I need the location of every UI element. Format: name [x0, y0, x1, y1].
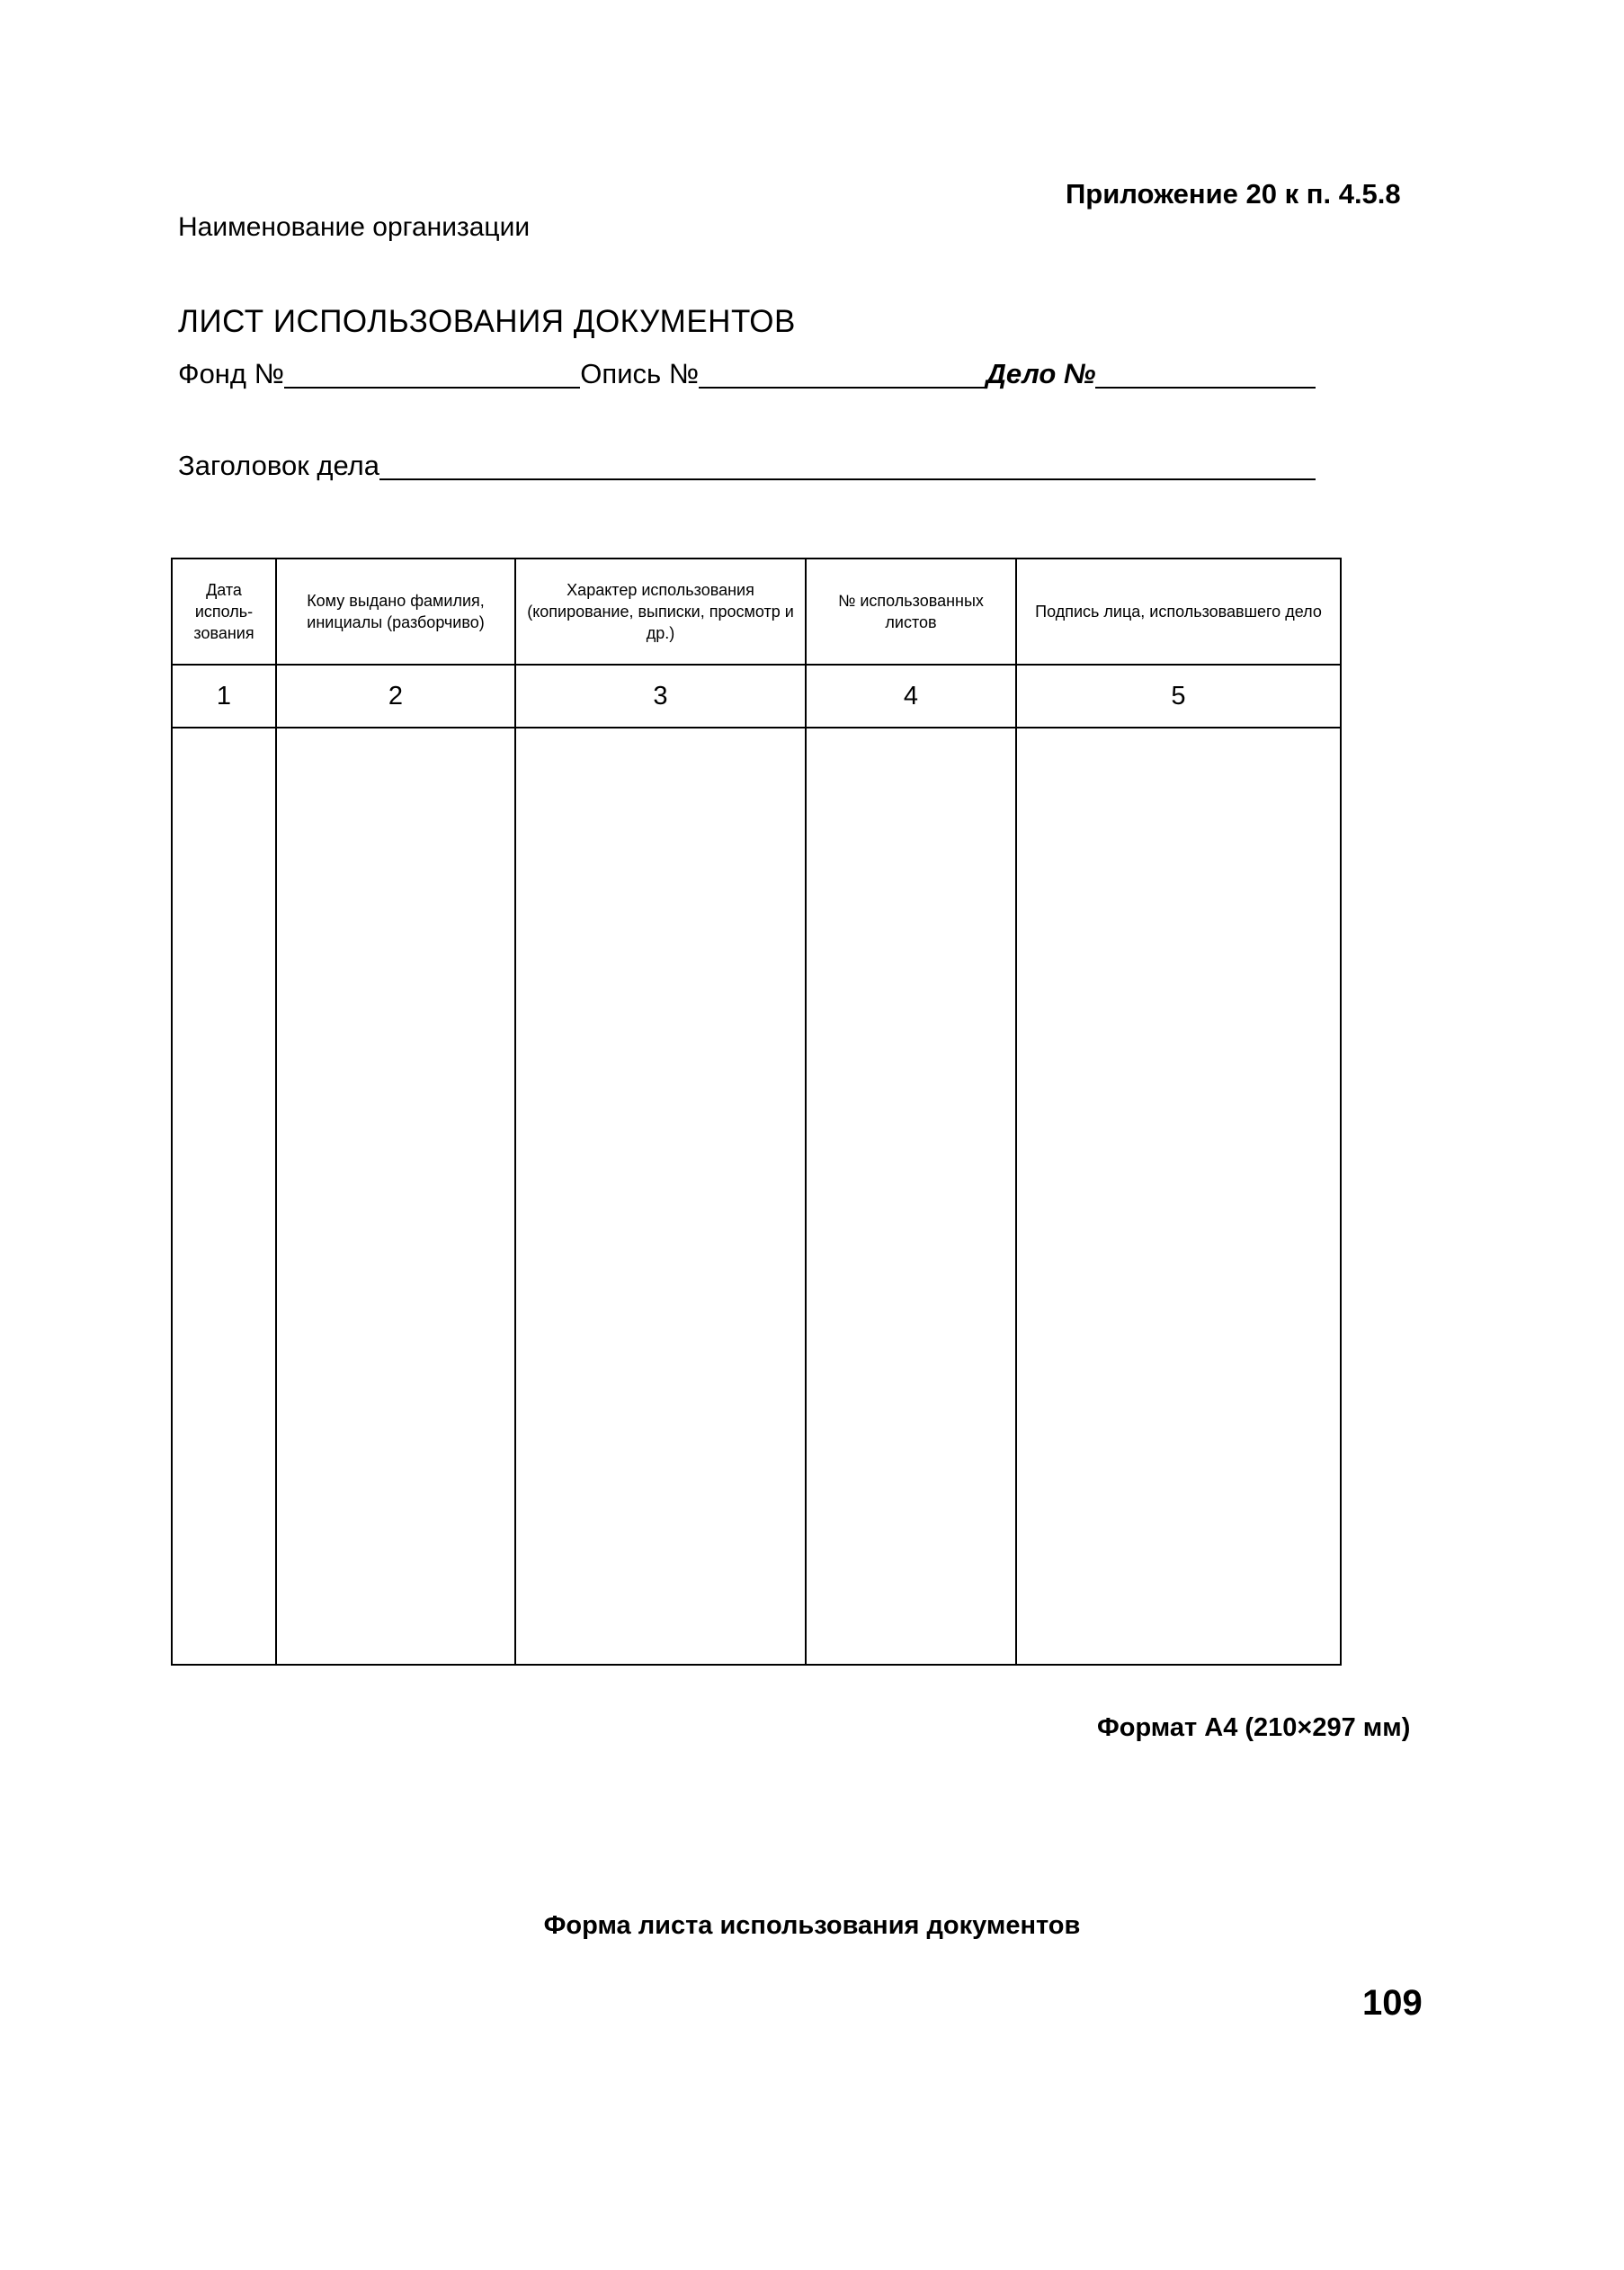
fond-field-line[interactable] [284, 387, 580, 389]
signature-cell[interactable] [1016, 728, 1341, 1665]
usage-table [171, 558, 1342, 1666]
fond-label: Фонд № [178, 358, 284, 389]
header-sheet-numbers: № использованных листов [806, 559, 1016, 665]
nature-of-use-cell[interactable] [515, 728, 806, 1665]
column-number-row [172, 665, 1341, 728]
column-number: 2 [276, 665, 515, 728]
organization-name-label: Наименование организации [178, 212, 531, 242]
column-number: 3 [515, 665, 806, 728]
column-number: 1 [172, 665, 276, 728]
header-signature: Подпись лица, использовавшего дело [1016, 559, 1341, 665]
table-entry-area [172, 728, 1341, 1665]
delo-field-line[interactable] [1095, 387, 1316, 389]
opis-label: Опись № [580, 358, 700, 389]
column-number: 4 [806, 665, 1016, 728]
delo-label: Дело № [986, 358, 1096, 389]
case-title-field-line[interactable] [379, 478, 1316, 480]
header-nature-of-use: Характер использования (копирование, выписки, просмотр и др.) [515, 559, 806, 665]
date-of-use-cell[interactable] [172, 728, 276, 1665]
opis-field-line[interactable] [699, 387, 986, 389]
column-number: 5 [1016, 665, 1341, 728]
sheet-numbers-cell[interactable] [806, 728, 1016, 1665]
case-title-label: Заголовок дела [178, 450, 379, 481]
issued-to-cell[interactable] [276, 728, 515, 1665]
case-title-row [178, 448, 1316, 484]
form-title: ЛИСТ ИСПОЛЬЗОВАНИЯ ДОКУМЕНТОВ [178, 304, 796, 339]
header-date-of-use: Дата исполь-зования [172, 559, 276, 665]
format-note: Формат А4 (210×297 мм) [1097, 1713, 1411, 1742]
page-number: 109 [1362, 1983, 1423, 2023]
header-issued-to: Кому выдано фамилия, инициалы (разборчиво) [276, 559, 515, 665]
fond-opis-delo-row [178, 356, 1316, 392]
appendix-reference: Приложение 20 к п. 4.5.8 [1066, 178, 1401, 210]
figure-caption: Форма листа использования документов [543, 1911, 1081, 1940]
table-header-row [172, 559, 1341, 665]
